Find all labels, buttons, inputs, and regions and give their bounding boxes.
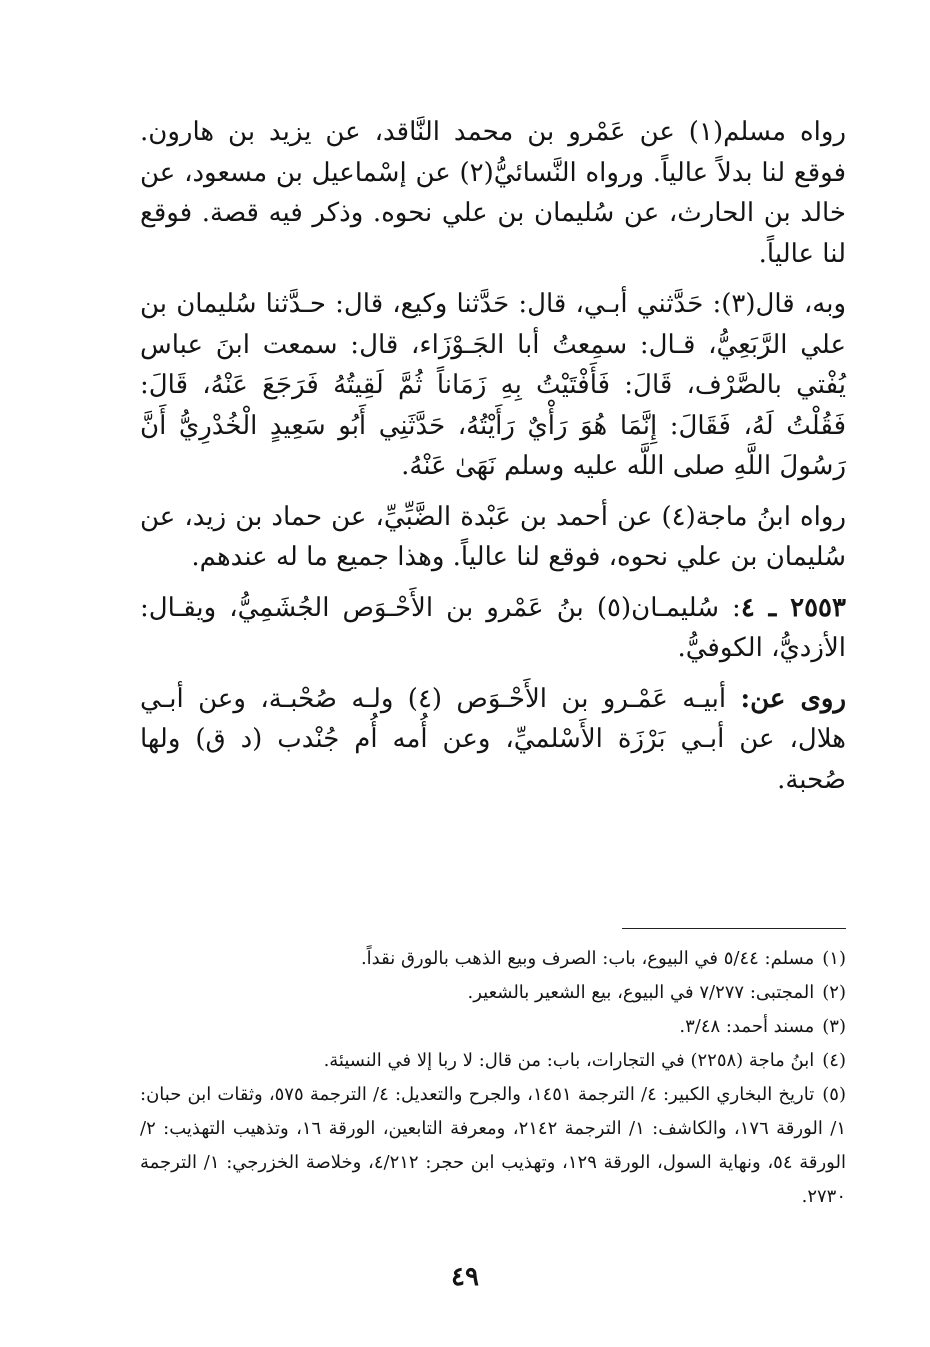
footnote-4 (140, 1044, 846, 1078)
page-number: ٤٩ (451, 1262, 479, 1292)
footnotes (140, 942, 846, 1214)
footnote-number: (١) (822, 948, 846, 969)
footnote-5 (140, 1078, 846, 1214)
footnote-3 (140, 1010, 846, 1044)
footnote-text: مسند أحمد: ٣/٤٨. (679, 1016, 815, 1037)
footnote-1 (140, 942, 846, 976)
footnote-number: (٣) (822, 1016, 846, 1037)
footnote-divider (622, 928, 846, 929)
paragraph-3: رواه ابنُ ماجة(٤) عن أحمد بن عَبْدة الضَّبِّيِّ، عن حماد بن زيد، عن سُليمان بن علي نحوه، فوقع لنا عالياً. وهذا جميع ما له عندهم. (140, 501, 846, 572)
footnote-text: المجتبى: ٧/٢٧٧ في البيوع، بيع الشعير بالشعير. (467, 982, 815, 1003)
narrated-from (140, 679, 846, 801)
footnote-number: (٤) (822, 1050, 846, 1071)
narrated-from-label: روى عن: (740, 683, 847, 714)
footnote-number: (٥) (822, 1084, 846, 1105)
main-text (140, 112, 846, 800)
narrated-from-text: أبيـه عَمْـرو بن الأَحْـوَص (٤) ولـه صُحْبـة، وعن أبـي هلال، عن أبـي بَرْزَة الأَسْلميِّ، وعن أُمه أُم جُنْدب (د ق) ولها صُحبة. (140, 683, 846, 795)
footnote-number: (٢) (822, 982, 846, 1003)
entry-number: ٢٥٥٣ ـ ٤ (740, 592, 846, 623)
paragraph-2: وبه، قال(٣): حَدَّثني أبـي، قال: حَدَّثنا وكيع، قال: حـدَّثنا سُليمان بن علي الرَّبَعِيُّ، قـال: سمِعتُ أبا الجَـوْزَاء، قال: سمعت ابنَ عباس يُفْتي بالصَّرْف، قَالَ: فَأَفْتَيْتُ بِهِ زَمَاناً ثُمَّ لَقِيتُهُ فَرَجَعَ عَنْهُ، قَالَ: فَقُلْتُ لَهُ، فَقَالَ: إِنَّمَا هُوَ رَأْيٌ رَأَيْتُهُ، حَدَّثَنِي أَبُو سَعِيدٍ الْخُدْرِيُّ أَنَّ رَسُولَ اللَّهِ صلى اللَّه عليه وسلم نَهَىٰ عَنْهُ. (140, 289, 846, 481)
biography-entry (140, 588, 846, 669)
footnote-text: مسلم: ٥/٤٤ في البيوع، باب: الصرف وبيع الذهب بالورق نقداً. (360, 948, 815, 969)
paragraph-1: رواه مسلم(١) عن عَمْرو بن محمد النَّاقد، عن يزيد بن هارون. فوقع لنا بدلاً عالياً. ورواه النَّسائيُّ(٢) عن إسْماعيل بن مسعود، عن خالد بن الحارث، عن سُليمان بن علي نحوه. وذكر فيه قصة. فوقع لنا عالياً. (140, 117, 846, 269)
footnote-text: ابنُ ماجة (٢٢٥٨) في التجارات، باب: من قال: لا ربا إلا في النسيئة. (323, 1050, 815, 1071)
footnote-2 (140, 976, 846, 1010)
entry-text: : سُليمـان(٥) بنُ عَمْرو بن الأَحْـوَص الجُشَمِيُّ، ويقـال: الأزديُّ، الكوفيُّ. (140, 592, 846, 663)
footnote-text: تاريخ البخاري الكبير: ٤/ الترجمة ١٤٥١، والجرح والتعديل: ٤/ الترجمة ٥٧٥، وثقات ابن حبان: ١/ الورقة ١٧٦، والكاشف: ١/ الترجمة ٢١٤٢، ومعرفة التابعين، الورقة ١٦، وتذهيب التهذيب: ٢/ الورقة ٥٤، ونهاية السول، الورقة ١٢٩، وتهذيب ابن حجر: ٤/٢١٢، وخلاصة الخزرجي: ١/ الترجمة ٢٧٣٠. (140, 1084, 847, 1207)
